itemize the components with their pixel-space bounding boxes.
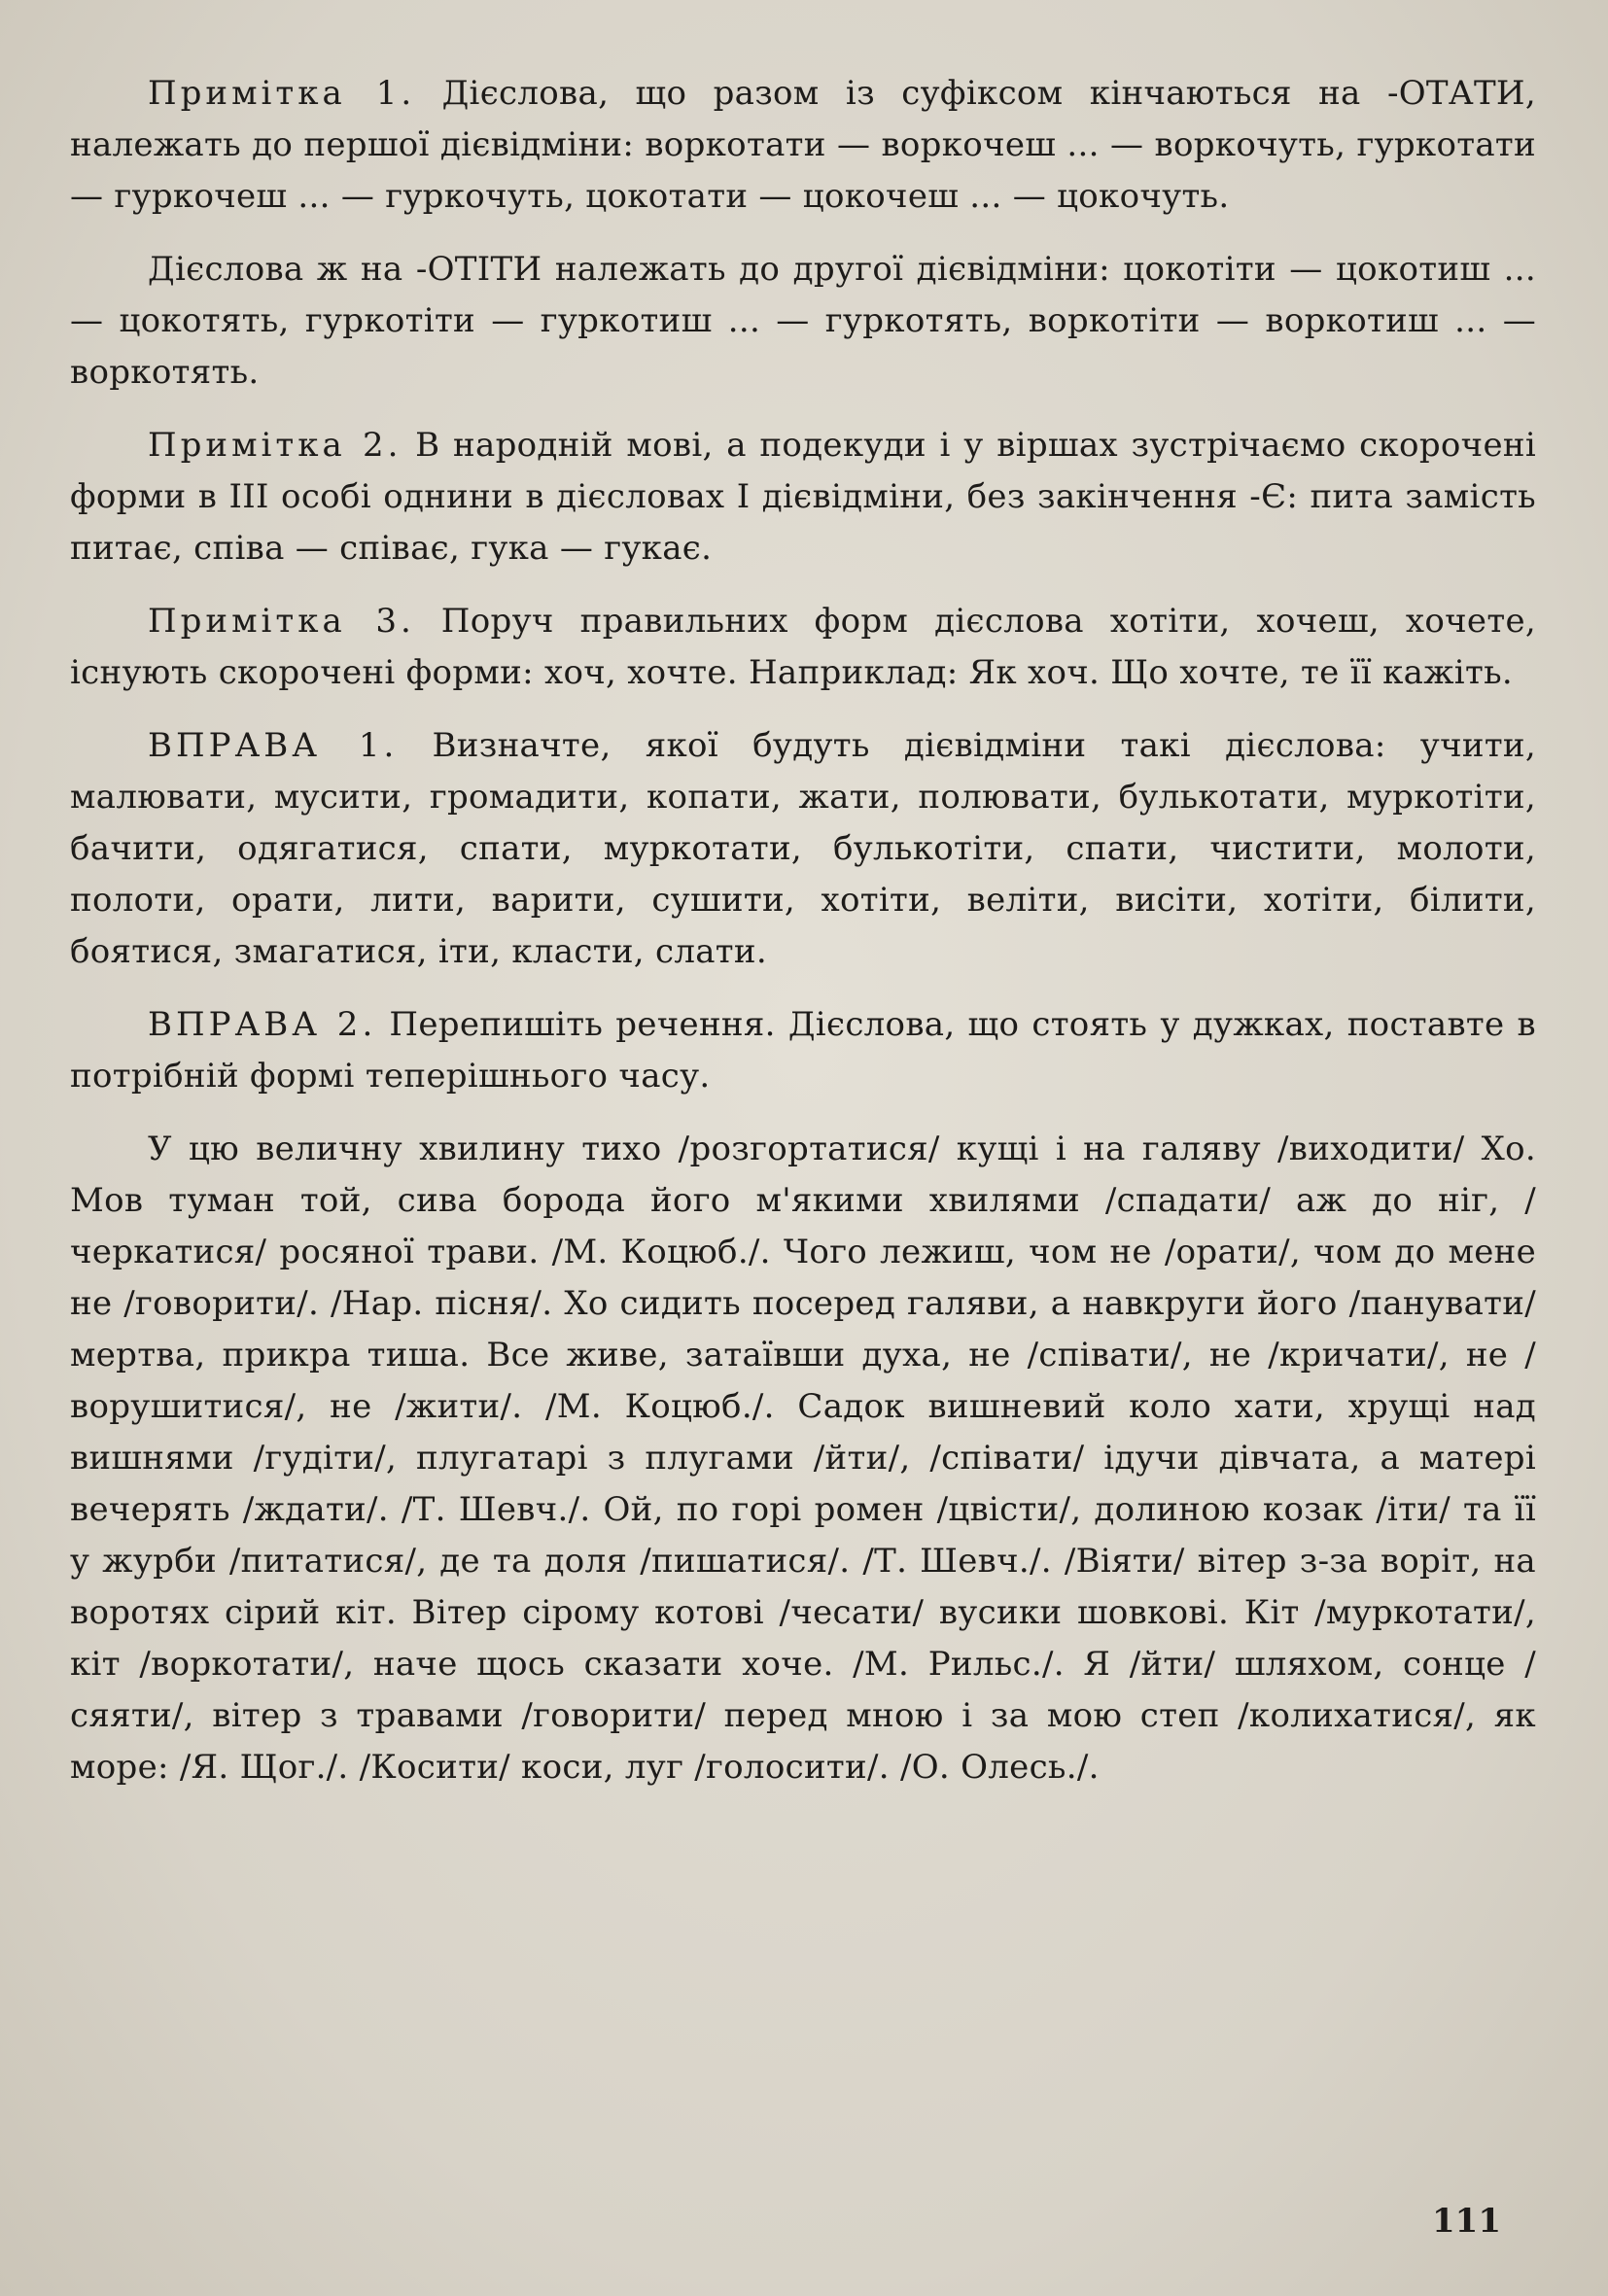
note-3	[70, 596, 1536, 699]
note-2-lead: Примітка 2.	[148, 426, 402, 465]
page-number: 111	[1432, 2202, 1501, 2241]
note-1	[70, 68, 1536, 223]
exercise-1-lead: ВПРАВА 1.	[148, 726, 399, 765]
note-1-lead: Примітка 1.	[148, 74, 416, 113]
exercise-2	[70, 999, 1536, 1102]
note-2	[70, 420, 1536, 574]
note-1-continued-text: Дієслова ж на -ОТІТИ належать до другої дієвідміни: цокотіти — цокотиш ... — цокотять, гуркотіти — гуркотиш ... — гуркотять, воркотіти — воркотиш ... — воркотять.	[70, 250, 1536, 392]
exercise-2-lead: ВПРАВА 2.	[148, 1005, 377, 1044]
exercise-1-text: Визначте, якої будуть дієвідміни такі дієслова: учити, малювати, мусити, громадити, копати, жати, полювати, булькотати, муркотіти, бачити, одягатися, спати, муркотати, булькотіти, спати, чистити, молоти, полоти, орати, лити, варити, сушити, хотіти, веліти, висіти, хотіти, білити, боятися, змагатися, іти, класти, слати.	[70, 726, 1537, 971]
exercise-1	[70, 720, 1536, 978]
note-3-lead: Примітка 3.	[148, 602, 415, 641]
exercise-2-text: Перепишіть речення. Дієслова, що стоять у дужках, поставте в потрібній формі теперішнього часу.	[70, 1005, 1537, 1096]
page-content	[70, 68, 1536, 1815]
note-1-continued	[70, 244, 1536, 399]
note-1-text: Дієслова, що разом із суфіксом кінчаються на -ОТАТИ, належать до першої дієвідміни: воркотати — воркочеш ... — воркочуть, гуркотати — гуркочеш ... — гуркочуть, цокотати — цокочеш ... — цокочуть.	[70, 74, 1536, 216]
note-3-text: Поруч правильних форм дієслова хотіти, хочеш, хочете, існують скорочені форми: хоч, хочте. Наприклад: Як хоч. Що хочте, те її кажіть.	[70, 602, 1536, 692]
note-2-text: В народній мові, а подекуди і у віршах зустрічаємо скорочені форми в III особі однини в дієсловах I дієвідміни, без закінчення -Є: пита замість питає, співа — співає, гука — гукає.	[70, 426, 1536, 568]
exercise-2-sentences-text: У цю величну хвилину тихо /розгортатися/ кущі і на галяву /виходити/ Хо. Мов туман той, сива борода його м'якими хвилями /спадати/ аж до ніг, /черкатися/ росяної трави. /М. Коцюб./. Чого лежиш, чом не /орати/, чом до мене не /говорити/. /Нар. пісня/. Хо сидить посеред галяви, а навкруги його /панувати/ мертва, прикра тиша. Все живе, затаївши духа, не /співати/, не /кричати/, не /ворушитися/, не /жити/. /М. Коцюб./. Садок вишневий коло хати, хрущі над вишнями /гудіти/, плугатарі з плугами /йти/, /співати/ ідучи дівчата, а матері вечерять /ждати/. /Т. Шевч./. Ой, по горі ромен /цвісти/, долиною козак /іти/ та її у журби /питатися/, де та доля /пишатися/. /Т. Шевч./. /Віяти/ вітер з-за воріт, на воротях сірий кіт. Вітер сірому котові /чесати/ вусики шовкові. Кіт /муркотати/, кіт /воркотати/, наче щось сказати хоче. /М. Рильс./. Я /йти/ шляхом, сонце /сяяти/, вітер з травами /говорити/ перед мною і за мою степ /колихатися/, як море: /Я. Щог./. /Косити/ коси, луг /голосити/. /О. Олесь./.	[70, 1130, 1536, 1787]
exercise-2-sentences	[70, 1124, 1536, 1793]
